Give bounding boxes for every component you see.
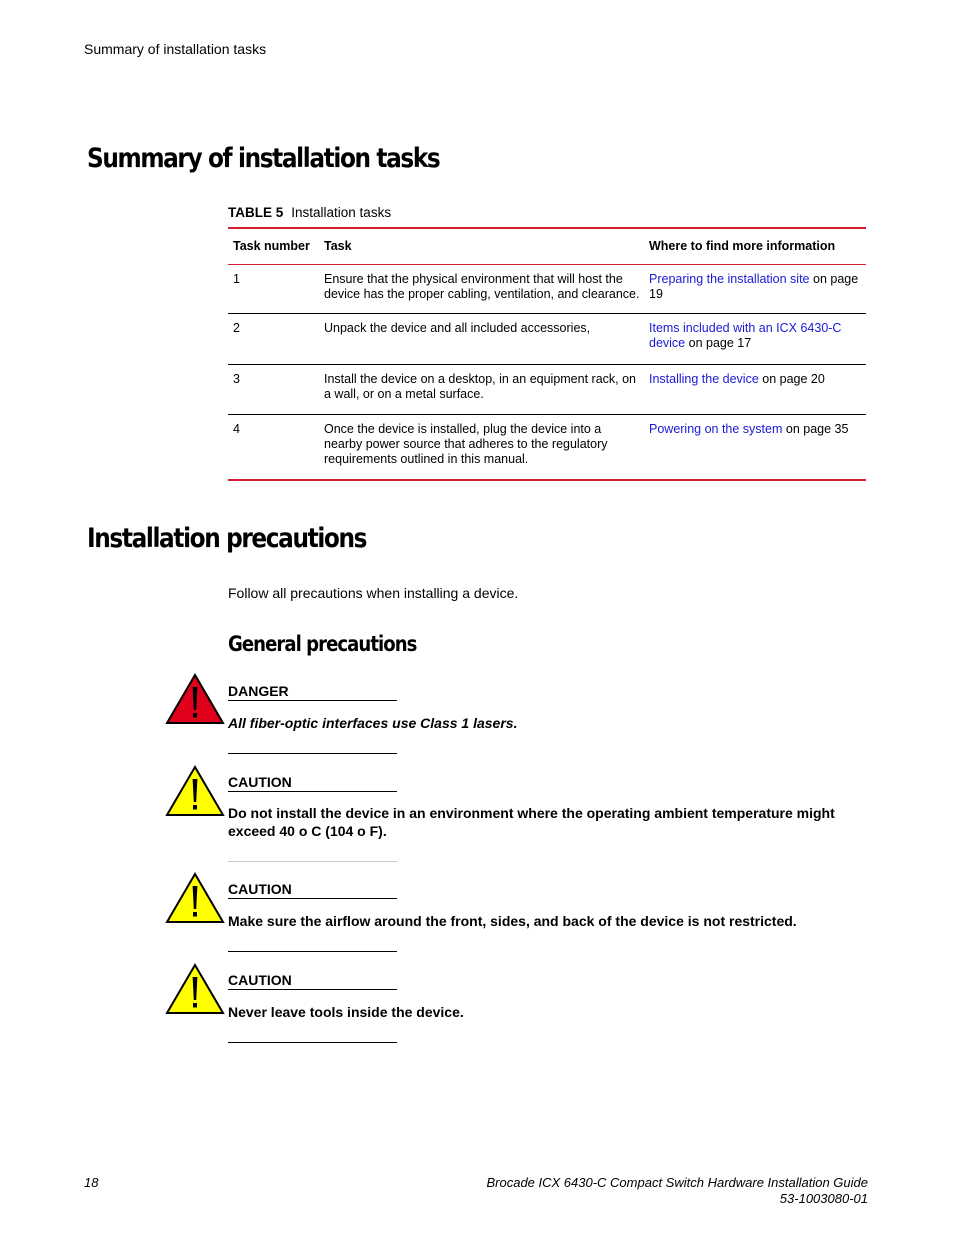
table-row <box>228 415 866 481</box>
task-reference <box>644 314 866 365</box>
page-number: 18 <box>84 1175 99 1190</box>
table-label: TABLE 5 <box>228 205 284 220</box>
footer-doc-title: Brocade ICX 6430-C Compact Switch Hardware Installation Guide <box>486 1175 868 1190</box>
reference-page: on page 35 <box>782 422 849 436</box>
notice-label-danger: DANGER <box>228 683 397 701</box>
table-caption <box>228 205 391 220</box>
table-caption-text: Installation tasks <box>291 205 392 220</box>
task-reference <box>644 365 866 415</box>
notice-divider <box>228 951 397 952</box>
caution-warning-icon <box>165 963 225 1015</box>
notice-label-caution: CAUTION <box>228 881 397 899</box>
task-number: 3 <box>233 372 240 386</box>
notice-text-tools: Never leave tools inside the device. <box>228 1004 464 1020</box>
danger-warning-icon <box>165 673 225 725</box>
installation-tasks-table <box>228 227 866 481</box>
notice-text-danger: All fiber-optic interfaces use Class 1 lasers. <box>228 715 518 731</box>
subsection-title-general: General precautions <box>228 632 417 656</box>
task-reference <box>644 265 866 314</box>
reference-page: on page 19 <box>649 272 859 301</box>
notice-label-caution: CAUTION <box>228 774 397 792</box>
header-task: Task <box>319 228 644 265</box>
caution-warning-icon <box>165 765 225 817</box>
notice-divider <box>228 1042 397 1043</box>
table-header-row <box>228 228 866 265</box>
table-row <box>228 365 866 415</box>
reference-page: on page 20 <box>758 372 825 386</box>
task-number: 4 <box>233 422 240 436</box>
notice-text-airflow: Make sure the airflow around the front, sides, and back of the device is not restricted. <box>228 913 797 929</box>
notice-divider <box>228 753 397 754</box>
reference-page: on page 17 <box>685 336 752 350</box>
table-row <box>228 265 866 314</box>
table-row <box>228 314 866 365</box>
footer-doc-info <box>486 1175 868 1207</box>
section-title-summary: Summary of installation tasks <box>87 143 440 174</box>
section-title-precautions: Installation precautions <box>87 523 367 554</box>
task-description: Ensure that the physical environment that will host the device has the proper cabling, ventilation, and clearance. <box>324 272 640 301</box>
task-description: Once the device is installed, plug the device into a nearby power source that adheres to the regulatory requirements outlined in this manual. <box>324 422 608 466</box>
task-description: Unpack the device and all included accessories, <box>324 321 591 335</box>
footer-doc-number: 53-1003080-01 <box>779 1191 868 1206</box>
task-number: 1 <box>233 272 240 286</box>
caution-warning-icon <box>165 872 225 924</box>
header-task-number: Task number <box>228 228 319 265</box>
notice-label-caution: CAUTION <box>228 972 397 990</box>
task-number: 2 <box>233 321 240 335</box>
running-header: Summary of installation tasks <box>84 41 267 57</box>
reference-link-items-included[interactable]: Items included with an ICX 6430-C device <box>649 321 842 350</box>
notice-text-temperature: Do not install the device in an environment where the operating ambient temperature might exceed 40 o C (104 o F). <box>228 805 835 839</box>
reference-link-preparing-site[interactable]: Preparing the installation site <box>649 272 810 286</box>
notice-divider <box>228 861 397 862</box>
task-reference <box>644 415 866 481</box>
task-description: Install the device on a desktop, in an equipment rack, on a wall, or on a metal surface. <box>324 372 636 401</box>
header-more-info: Where to find more information <box>644 228 866 265</box>
reference-link-installing-device[interactable]: Installing the device <box>649 372 759 386</box>
reference-link-powering-on[interactable]: Powering on the system <box>649 422 783 436</box>
precautions-intro: Follow all precautions when installing a device. <box>228 585 519 601</box>
